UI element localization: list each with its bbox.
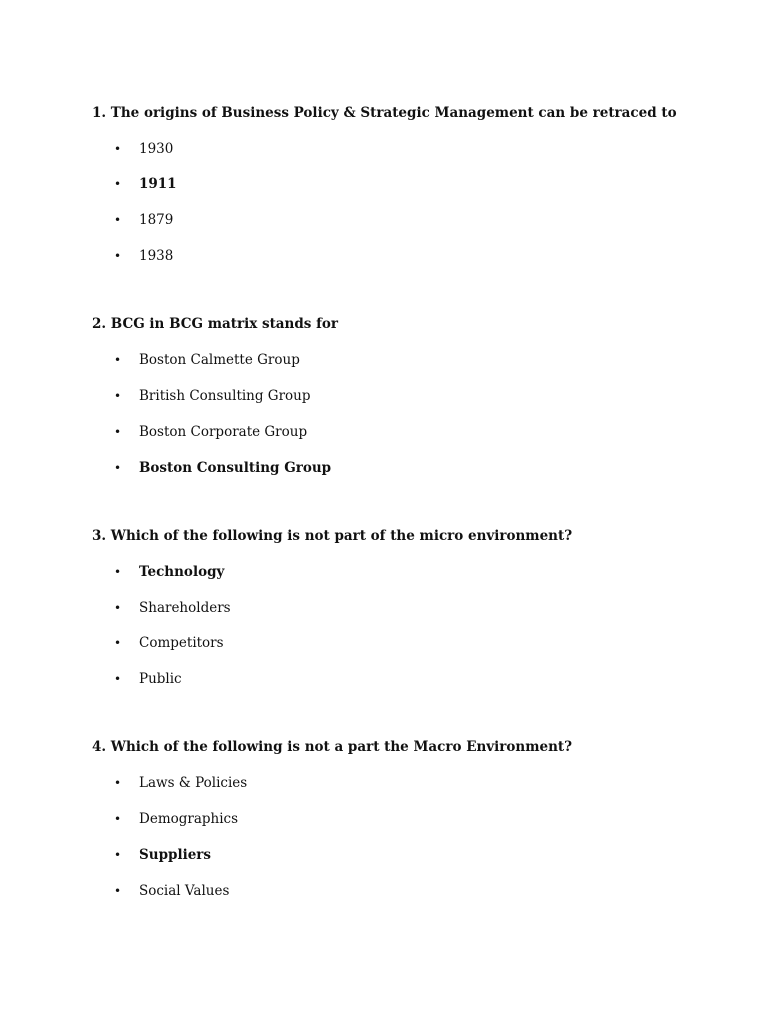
bullet-icon: • — [114, 389, 122, 403]
bullet-icon: • — [114, 249, 122, 263]
q2-option-3 — [114, 423, 307, 441]
option-text: 1930 — [139, 141, 174, 157]
option-text: Social Values — [139, 883, 230, 899]
question-1-title: 1. The origins of Business Policy & Strategic Management can be retraced to — [92, 105, 677, 121]
option-text: Public — [139, 671, 182, 687]
q3-option-3 — [114, 634, 224, 652]
q4-option-2 — [114, 810, 238, 828]
q3-option-2 — [114, 599, 231, 617]
option-text: Laws & Policies — [139, 775, 248, 791]
q1-option-1 — [114, 140, 173, 158]
option-text: British Consulting Group — [139, 388, 311, 404]
q1-option-4 — [114, 247, 173, 265]
bullet-icon: • — [114, 213, 122, 227]
bullet-icon: • — [114, 672, 122, 686]
question-2-title: 2. BCG in BCG matrix stands for — [92, 316, 339, 332]
q4-option-4 — [114, 882, 229, 900]
option-text: Demographics — [139, 811, 239, 827]
bullet-icon: • — [114, 636, 122, 650]
bullet-icon: • — [114, 884, 122, 898]
bullet-icon: • — [114, 142, 122, 156]
bullet-icon: • — [114, 565, 122, 579]
option-text: Competitors — [139, 635, 224, 651]
bullet-icon: • — [114, 461, 122, 475]
option-text: 1879 — [139, 212, 174, 228]
bullet-icon: • — [114, 812, 122, 826]
option-text: Boston Consulting Group — [139, 460, 332, 476]
q2-option-1 — [114, 351, 300, 369]
q3-option-4 — [114, 670, 182, 688]
bullet-icon: • — [114, 601, 122, 615]
q2-option-2 — [114, 387, 311, 405]
option-text: 1938 — [139, 248, 174, 264]
option-text: 1911 — [139, 176, 177, 192]
question-4-title: 4. Which of the following is not a part the Macro Environment? — [92, 739, 573, 755]
q1-option-3 — [114, 211, 173, 229]
bullet-icon: • — [114, 776, 122, 790]
bullet-icon: • — [114, 353, 122, 367]
option-text: Boston Calmette Group — [139, 352, 300, 368]
q4-option-1 — [114, 774, 247, 792]
bullet-icon: • — [114, 177, 122, 191]
option-text: Technology — [139, 564, 225, 580]
q2-option-4-answer — [114, 459, 331, 477]
option-text: Boston Corporate Group — [139, 424, 308, 440]
q3-option-1-answer — [114, 563, 224, 581]
bullet-icon: • — [114, 848, 122, 862]
option-text: Shareholders — [139, 600, 231, 616]
question-3-title: 3. Which of the following is not part of the micro environment? — [92, 528, 573, 544]
q4-option-3-answer — [114, 846, 211, 864]
bullet-icon: • — [114, 425, 122, 439]
q1-option-2-answer — [114, 175, 177, 193]
option-text: Suppliers — [139, 847, 212, 863]
